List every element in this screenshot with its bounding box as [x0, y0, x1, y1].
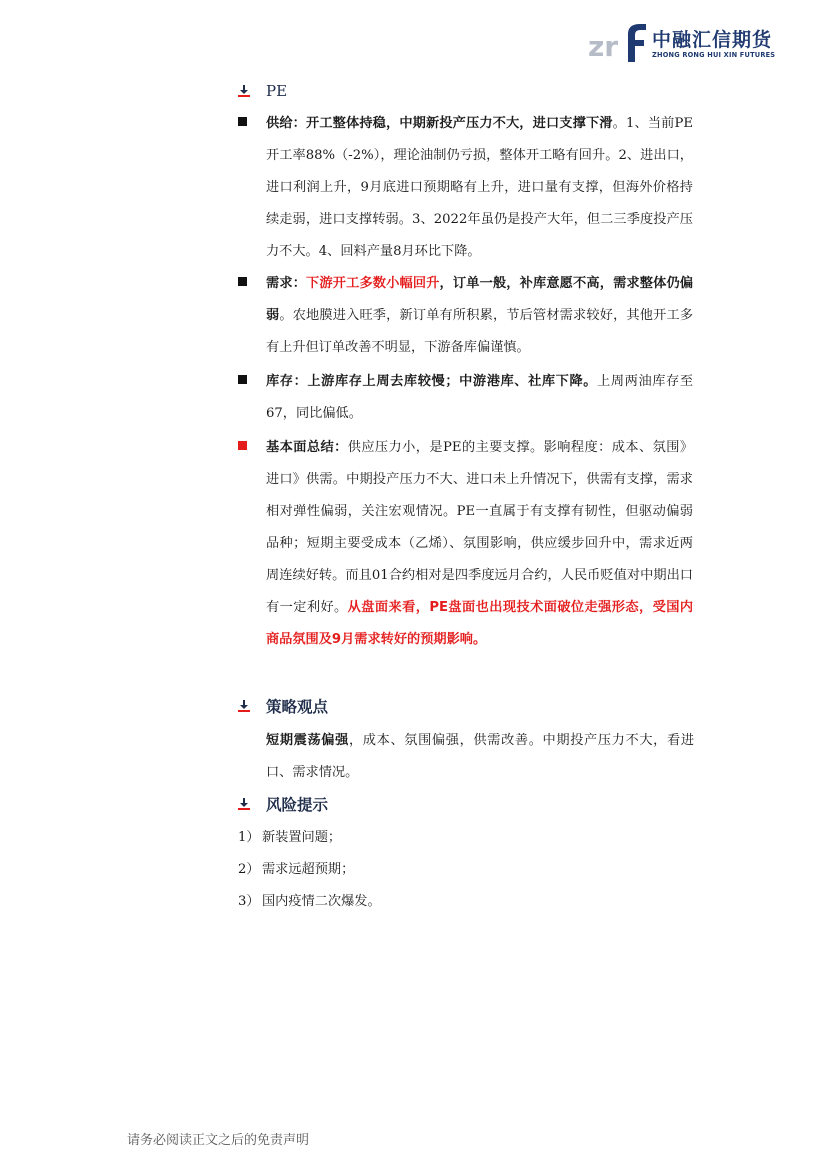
inventory-body: 上周两油库存至67，同比偏低。: [266, 374, 694, 421]
demand-label: 需求：: [266, 276, 307, 291]
arrow-bullet-icon: [238, 700, 250, 712]
arrow-bullet-icon: [238, 85, 250, 97]
paragraph-inventory: [238, 366, 693, 430]
logo-chinese-name: 中融汇信期货: [652, 29, 773, 51]
section-heading-risk: [238, 791, 328, 817]
svg-text:zr: zr: [588, 30, 619, 63]
supply-label: 供给：开工整体持稳，中期新投产压力不大，进口支撑下滑: [266, 116, 613, 131]
logo-english-name: ZHONG RONG HUI XIN FUTURES: [652, 51, 776, 59]
section-title: 风险提示: [266, 796, 329, 814]
summary-highlight: 从盘面来看，PE盘面也出现技术面破位走强形态，受国内商品氛围及9月需求转好的预期影响。: [266, 600, 694, 647]
paragraph-strategy: [266, 725, 694, 789]
paragraph-supply: [238, 108, 693, 268]
paragraph-demand: [238, 268, 693, 364]
square-bullet-icon: [238, 117, 247, 126]
square-bullet-icon: [238, 375, 247, 384]
square-bullet-icon: [238, 441, 247, 450]
paragraph-summary: [238, 432, 693, 656]
risk-item: 2） 需求远超预期；: [238, 862, 355, 877]
supply-body: 。1、当前PE开工率88%（-2%），理论油制仍亏损，整体开工略有回升。2、进出口，进口利润上升，9月底进口预期略有上升，进口量有支撑，但海外价格持续走弱，进口支撑转弱。3、2022年虽仍是投产大年，但二三季度投产压力不大。4、回料产量8月环比下降。: [266, 116, 694, 259]
summary-label: 基本面总结：: [266, 440, 348, 455]
section-title: 策略观点: [266, 698, 329, 716]
arrow-bullet-icon: [238, 798, 250, 810]
section-heading-strategy: [238, 693, 328, 719]
disclaimer-footer: 请务必阅读正文之后的免责声明: [127, 1133, 310, 1148]
risk-item: 3） 国内疫情二次爆发。: [238, 894, 381, 909]
square-bullet-icon: [238, 277, 247, 286]
summary-body: 供应压力小，是PE的主要支撑。影响程度：成本、氛围》进口》供需。中期投产压力不大、进口未上升情况下，供需有支撑，需求相对弹性偏弱，关注宏观情况。PE一直属于有支撑有韧性，但驱动偏弱品种；短期主要受成本（乙烯）、氛围影响，供应缓步回升中，需求近两周连续好转。而且01合约相对是四季度远月合约，人民币贬值对中期出口有一定利好。: [266, 440, 694, 615]
demand-highlight: 下游开工多数小幅回升: [306, 276, 440, 291]
strategy-bold: 短期震荡偏强: [266, 733, 349, 748]
demand-bold: ，订单一般，补库意愿不高，需求整体仍偏弱: [266, 276, 694, 323]
company-logo: [588, 20, 778, 64]
inventory-label: 库存：上游库存上周去库较慢；中游港库、社库下降。: [266, 374, 598, 389]
logo-mark-icon: [588, 20, 648, 64]
strategy-body: ，成本、氛围偏强，供需改善。中期投产压力不大，看进口、需求情况。: [266, 733, 695, 780]
demand-body: 。农地膜进入旺季，新订单有所积累，节后管材需求较好，其他开工多有上升但订单改善不明显，下游备库偏谨慎。: [266, 308, 694, 355]
section-title: PE: [266, 82, 288, 100]
section-heading-pe: [238, 78, 287, 104]
risk-item: 1） 新装置问题；: [238, 830, 342, 845]
